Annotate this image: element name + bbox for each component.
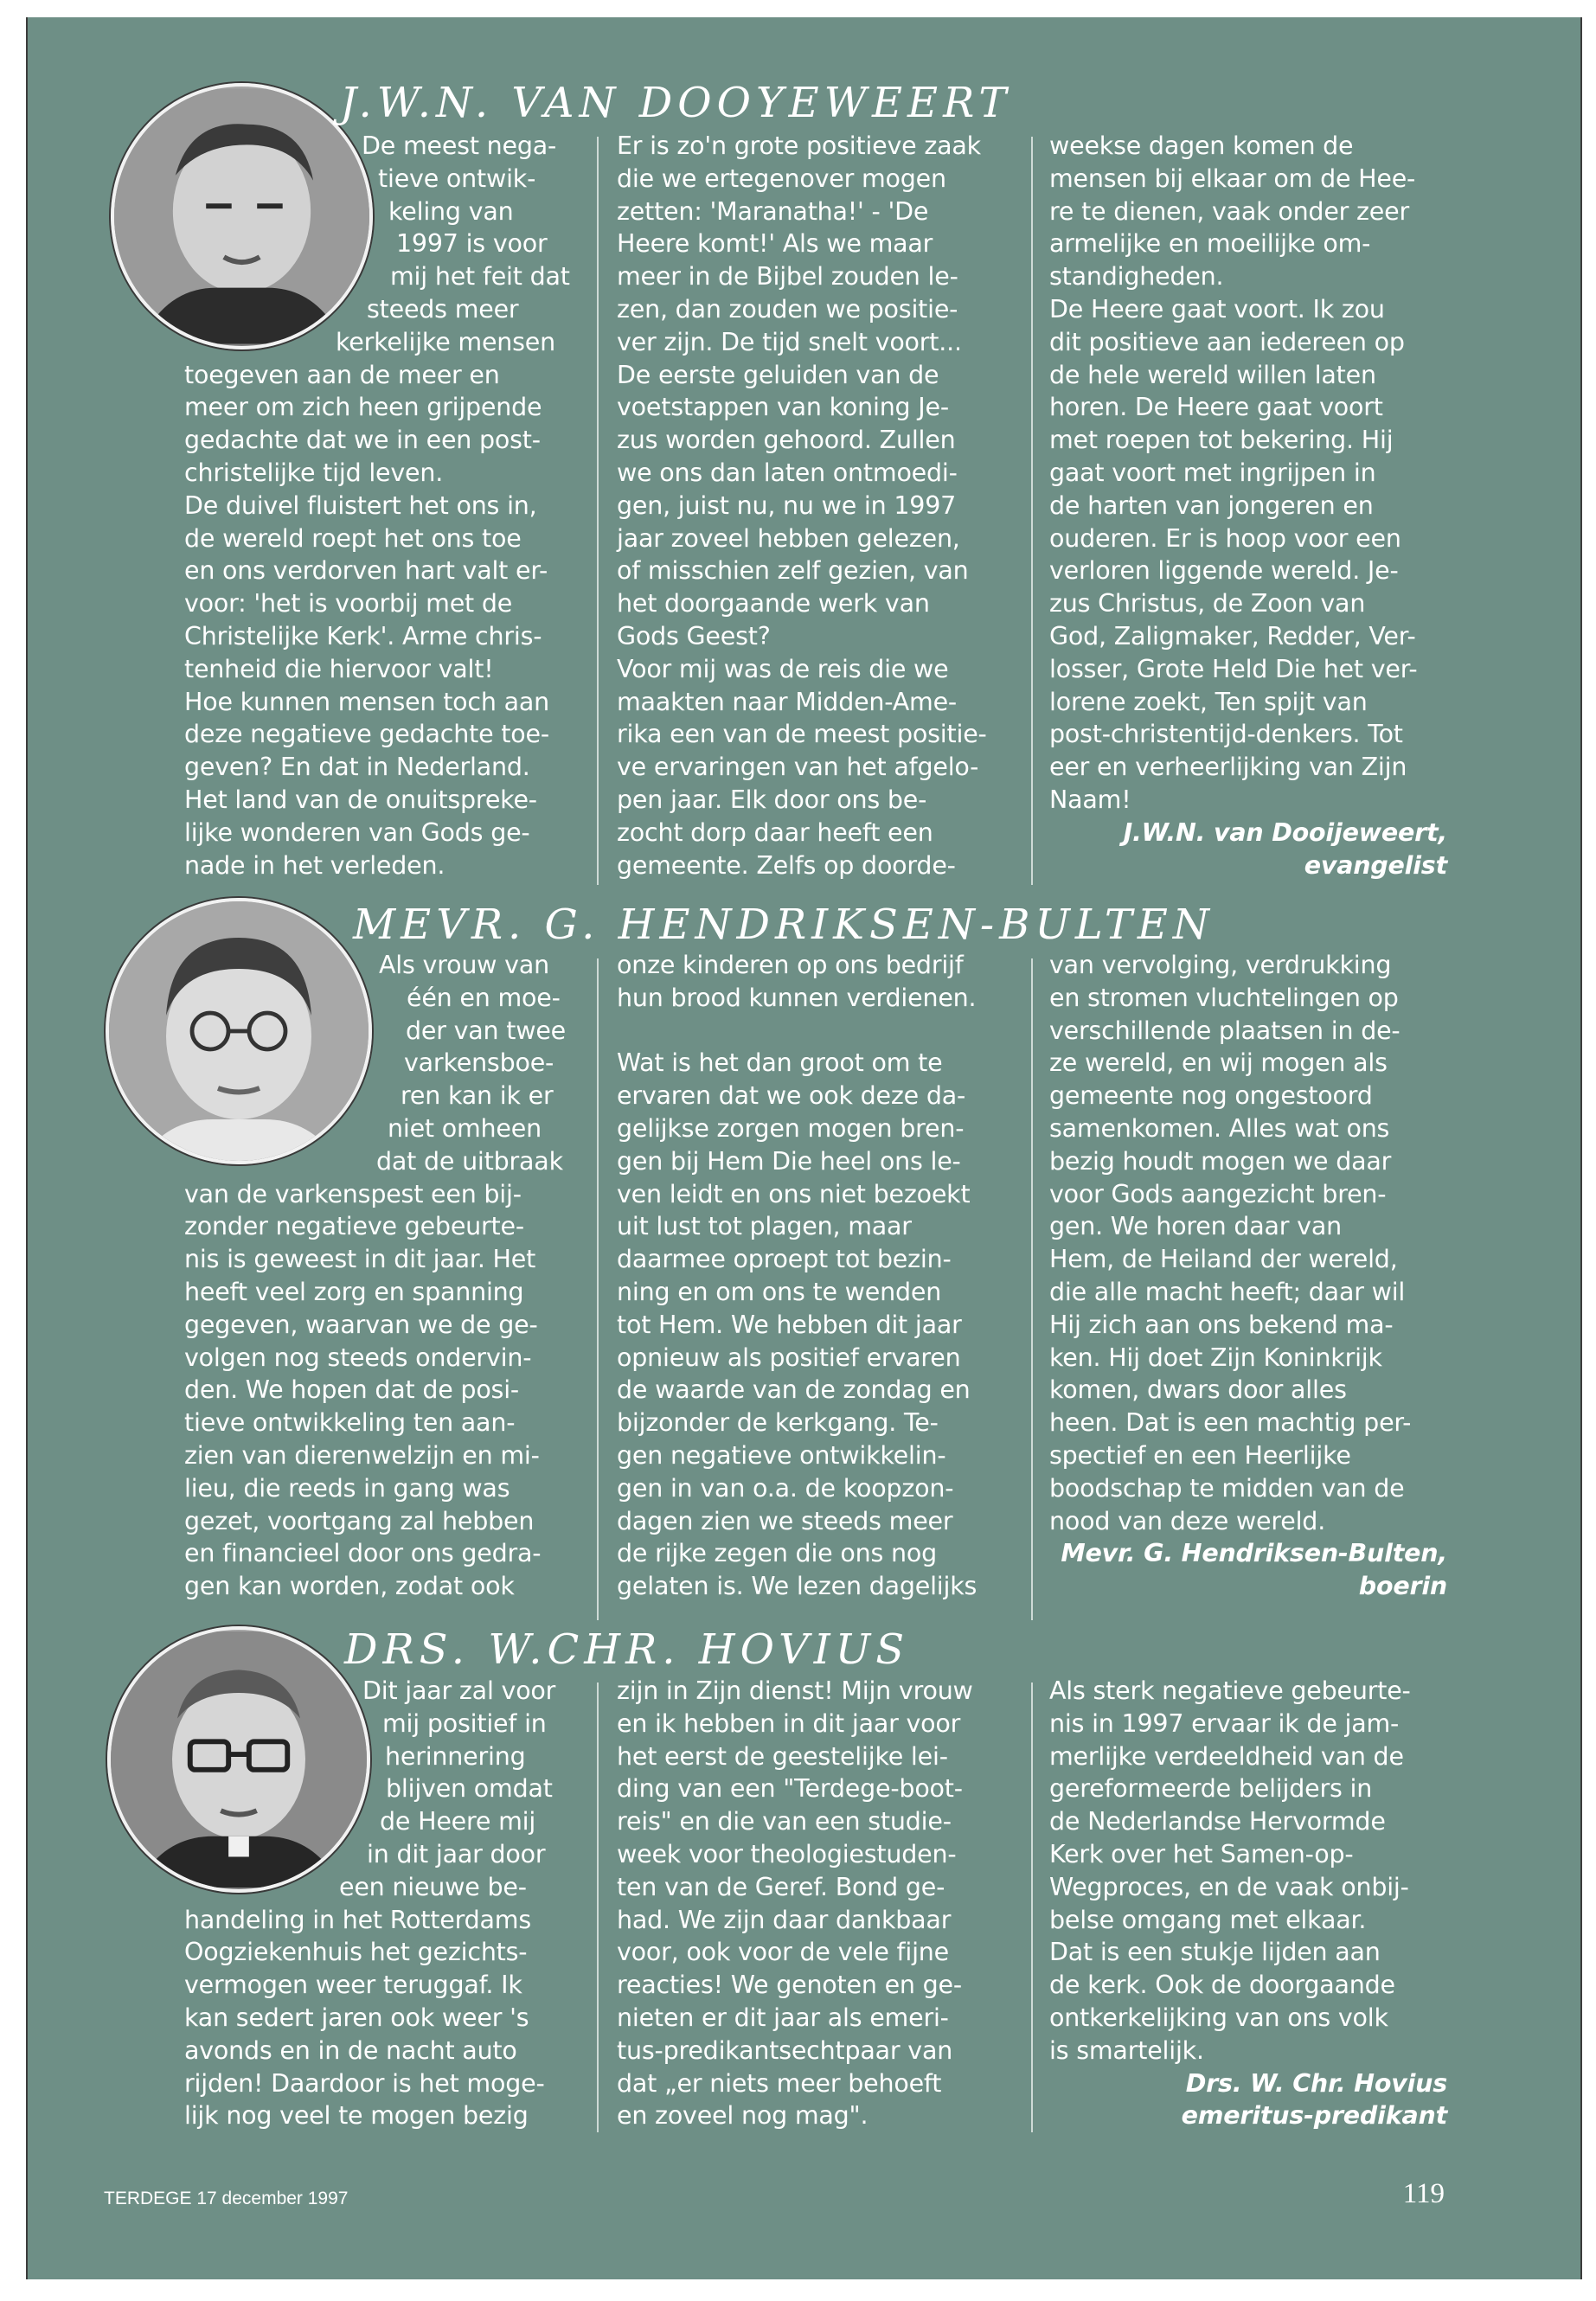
text-line: armelijke en moeilijke om- [1049, 229, 1371, 259]
column-2-hendriksen-bulten [617, 949, 1032, 1603]
text-line: rika een van de meest positie- [617, 720, 987, 749]
text-line: Gods Geest? [617, 621, 771, 651]
text-line: ontkerkelijking van ons volk [1049, 2003, 1388, 2032]
footer-magazine-issue: TERDEGE 17 december 1997 [104, 2189, 349, 2208]
text-line: zonder negatieve gebeurte- [184, 1212, 524, 1241]
text-line: de kerk. Ook de doorgaande [1049, 1971, 1395, 2000]
text-line: re te dienen, vaak onder zeer [1049, 196, 1409, 226]
text-line: een nieuwe be- [339, 1872, 527, 1901]
text-line: nade in het verleden. [184, 850, 445, 880]
signature-role: boerin [1358, 1572, 1447, 1601]
text-line: 1997 is voor [396, 229, 548, 259]
text-line: het doorgaande werk van [617, 589, 930, 619]
text-line: die we ertegenover mogen [617, 163, 946, 193]
text-line: blijven omdat [386, 1774, 553, 1804]
text-line: gen bij Hem Die heel ons le- [617, 1146, 961, 1176]
text-line: met roepen tot bekering. Hij [1049, 426, 1394, 455]
text-line: ver zijn. De tijd snelt voort... [617, 327, 962, 356]
text-line: daarmee oproept tot bezin- [617, 1245, 952, 1274]
text-line: boodschap te midden van de [1049, 1473, 1405, 1503]
text-line: de hele wereld willen laten [1049, 360, 1376, 389]
signature-name: J.W.N. van Dooijeweert, [1123, 817, 1447, 847]
text-line: dagen zien we steeds meer [617, 1506, 953, 1535]
text-line: dat de uitbraak [376, 1146, 563, 1176]
text-line: belse omgang met elkaar. [1049, 1905, 1367, 1934]
text-line: de harten van jongeren en [1049, 490, 1374, 520]
text-line: gegeven, waarvan we de ge- [184, 1310, 538, 1339]
text-line: het eerst de geestelijke lei- [617, 1741, 948, 1771]
text-line: mensen bij elkaar om de Hee- [1049, 163, 1416, 193]
text-line: Wat is het dan groot om te [617, 1048, 943, 1078]
text-line: gaat voort met ingrijpen in [1049, 458, 1376, 487]
text-line: reis" en die van een studie- [617, 1807, 952, 1836]
text-line: toegeven aan de meer en [184, 360, 500, 389]
text-line: gelaten is. We lezen dagelijks [617, 1572, 977, 1601]
text-line: tieve ontwik- [378, 163, 536, 193]
text-line: zocht dorp daar heeft een [617, 817, 933, 847]
column-divider [1031, 1682, 1033, 2132]
text-line: gen kan worden, zodat ook [184, 1572, 515, 1601]
text-line: mij positief in [382, 1708, 547, 1738]
text-line: mij het feit dat [390, 262, 570, 292]
text-line: maakten naar Midden-Ame- [617, 687, 958, 716]
text-line: Hij zich aan ons bekend ma- [1049, 1310, 1394, 1339]
text-line: horen. De Heere gaat voort [1049, 393, 1383, 422]
text-line: vermogen weer teruggaf. Ik [184, 1971, 522, 2000]
text-line: gen in van o.a. de koopzon- [617, 1473, 954, 1503]
text-line: en financieel door ons gedra- [184, 1539, 542, 1568]
text-line: weekse dagen komen de [1049, 131, 1354, 160]
text-line: Wegproces, en de vaak onbij- [1049, 1872, 1409, 1901]
text-line: gereformeerde belijders in [1049, 1774, 1373, 1804]
text-line: ze wereld, en wij mogen als [1049, 1048, 1388, 1078]
column-2-van-dooyeweert [617, 130, 1032, 881]
text-line: varkensboe- [404, 1048, 554, 1078]
text-line: Als sterk negatieve gebeurte- [1049, 1676, 1411, 1705]
text-line: gelijkse zorgen mogen bren- [617, 1113, 965, 1143]
column-2-hovius [617, 1675, 1032, 2132]
text-line: tenheid die hiervoor valt! [184, 654, 494, 683]
text-line: we ons dan laten ontmoedi- [617, 458, 958, 487]
text-line: spectief en een Heerlijke [1049, 1440, 1351, 1470]
text-line: is smartelijk. [1049, 2035, 1204, 2065]
text-line: deze negatieve gedachte toe- [184, 720, 549, 749]
signature-name: Drs. W. Chr. Hovius [1185, 2068, 1447, 2098]
text-line: avonds en in de nacht auto [184, 2035, 517, 2065]
text-line: Het land van de onuitspreke- [184, 785, 537, 814]
text-line: de waarde van de zondag en [617, 1375, 971, 1405]
text-line: gemeente. Zelfs op doorde- [617, 850, 956, 880]
text-line: Als vrouw van [379, 951, 549, 979]
text-line: lijk nog veel te mogen bezig [184, 2101, 529, 2131]
text-line: De eerste geluiden van de [617, 360, 939, 389]
text-line: ervaren dat we ook deze da- [617, 1081, 966, 1111]
column-3-van-dooyeweert [1049, 130, 1447, 881]
text-line: Hem, de Heiland der wereld, [1049, 1245, 1398, 1274]
signature-role: evangelist [1304, 850, 1447, 880]
text-line: Kerk over het Samen-op- [1049, 1839, 1354, 1868]
text-line: en ik hebben in dit jaar voor [617, 1708, 961, 1738]
column-divider [1031, 137, 1033, 885]
text-line: en ons verdorven hart valt er- [184, 556, 548, 586]
text-line: verloren liggende wereld. Je- [1049, 556, 1399, 586]
text-line: gezet, voortgang zal hebben [184, 1506, 535, 1535]
text-line: herinnering [385, 1741, 526, 1771]
column-divider [597, 137, 599, 885]
text-line: ve ervaringen van het afgelo- [617, 753, 979, 782]
text-line: ding van een "Terdege-boot- [617, 1774, 963, 1804]
text-line: steeds meer [367, 294, 519, 324]
text-line: jaar zoveel hebben gelezen, [617, 523, 960, 553]
text-line: nis is geweest in dit jaar. Het [184, 1245, 536, 1274]
paragraph-gap [617, 1015, 1032, 1048]
text-line: één en moe- [407, 983, 561, 1012]
text-line: ouderen. Er is hoop voor een [1049, 523, 1401, 553]
text-line: nood van deze wereld. [1049, 1506, 1326, 1535]
column-1-hovius [184, 1675, 582, 2132]
text-line: Dat is een stukje lijden aan [1049, 1938, 1381, 1967]
text-line: gedachte dat we in een post- [184, 426, 541, 455]
text-line: opnieuw als positief ervaren [617, 1343, 961, 1372]
text-line: die alle macht heeft; daar wil [1049, 1277, 1406, 1306]
text-line: uit lust tot plagen, maar [617, 1212, 912, 1241]
text-line: komen, dwars door alles [1049, 1375, 1347, 1405]
heading-hovius: DRS. W.CHR. HOVIUS [344, 1625, 910, 1674]
text-line: de Heere mij [380, 1807, 536, 1836]
text-line: De duivel fluistert het ons in, [184, 490, 537, 520]
heading-van-dooyeweert: J.W.N. VAN DOOYEWEERT [340, 79, 1012, 127]
text-line: eer en verheerlijking van Zijn [1049, 753, 1407, 782]
text-line: nis in 1997 ervaar ik de jam- [1049, 1708, 1400, 1738]
text-line: heen. Dat is een machtig per- [1049, 1408, 1412, 1438]
text-line: had. We zijn daar dankbaar [617, 1905, 952, 1934]
text-line: Dit jaar zal voor [362, 1676, 556, 1705]
text-line: zijn in Zijn dienst! Mijn vrouw [617, 1676, 973, 1705]
text-line: lieu, die reeds in gang was [184, 1473, 510, 1503]
text-line: rijden! Daardoor is het moge- [184, 2068, 545, 2098]
text-line: zus worden gehoord. Zullen [617, 426, 956, 455]
text-line: reacties! We genoten en ge- [617, 1971, 962, 2000]
text-line: van de varkenspest een bij- [184, 1179, 522, 1208]
text-line: tieve ontwikkeling ten aan- [184, 1408, 516, 1438]
text-line: lijke wonderen van Gods ge- [184, 817, 530, 847]
signature-name: Mevr. G. Hendriksen-Bulten, [1061, 1539, 1447, 1568]
text-line: en stromen vluchtelingen op [1049, 983, 1399, 1012]
text-line: ren kan ik er [401, 1081, 554, 1111]
text-line: meer om zich heen grijpende [184, 393, 542, 422]
heading-hendriksen-bulten: MEVR. G. HENDRIKSEN-BULTEN [353, 901, 1215, 949]
text-line: voor: 'het is voorbij met de [184, 589, 513, 619]
text-line: den. We hopen dat de posi- [184, 1375, 520, 1405]
text-line: nieten er dit jaar als emeri- [617, 2003, 949, 2032]
text-line: Christelijke Kerk'. Arme chris- [184, 621, 542, 651]
column-3-hendriksen-bulten [1049, 949, 1447, 1603]
signature-role: emeritus-predikant [1181, 2101, 1447, 2131]
text-line: voetstappen van koning Je- [617, 393, 949, 422]
text-line: niet omheen [388, 1113, 542, 1143]
text-line: dat „er niets meer behoeft [617, 2068, 942, 2098]
text-line: tot Hem. We hebben dit jaar [617, 1310, 962, 1339]
page-number: 119 [1402, 2178, 1445, 2209]
text-line: pen jaar. Elk door ons be- [617, 785, 927, 814]
text-line: gen. We horen daar van [1049, 1212, 1342, 1241]
text-line: of misschien zelf gezien, van [617, 556, 969, 586]
text-line: losser, Grote Held Die het ver- [1049, 654, 1418, 683]
column-divider [1031, 958, 1033, 1620]
text-line: lorene zoekt, Ten spijt van [1049, 687, 1368, 716]
text-line: ken. Hij doet Zijn Koninkrijk [1049, 1343, 1382, 1372]
text-line: bijzonder de kerkgang. Te- [617, 1408, 939, 1438]
text-line: zus Christus, de Zoon van [1049, 589, 1366, 619]
column-1-van-dooyeweert [184, 130, 582, 881]
text-line: voor Gods aangezicht bren- [1049, 1179, 1387, 1208]
column-divider [597, 958, 599, 1620]
text-line: de wereld roept het ons toe [184, 523, 522, 553]
text-line: in dit jaar door [367, 1839, 546, 1868]
text-line: zetten: 'Maranatha!' - 'De [617, 196, 929, 226]
text-line: en zoveel nog mag". [617, 2101, 869, 2131]
text-line: van vervolging, verdrukking [1049, 951, 1392, 979]
column-3-hovius [1049, 1675, 1447, 2132]
text-line: voor, ook voor de vele fijne [617, 1938, 949, 1967]
text-line: der van twee [406, 1016, 567, 1045]
text-line: ten van de Geref. Bond ge- [617, 1872, 945, 1901]
text-line: heeft veel zorg en spanning [184, 1277, 524, 1306]
column-1-hendriksen-bulten [184, 949, 582, 1603]
text-line: ven leidt en ons niet bezoekt [617, 1179, 971, 1208]
text-line: week voor theologiestuden- [617, 1839, 957, 1868]
text-line: Heere komt!' Als we maar [617, 229, 933, 259]
text-line: gen negatieve ontwikkelin- [617, 1440, 946, 1470]
text-line: hun brood kunnen verdienen. [617, 983, 977, 1012]
text-line: kerkelijke mensen [336, 327, 556, 356]
text-line: volgen nog steeds ondervin- [184, 1343, 532, 1372]
text-line: dit positieve aan iedereen op [1049, 327, 1405, 356]
text-line: de rijke zegen die ons nog [617, 1539, 937, 1568]
text-line: de Nederlandse Hervormde [1049, 1807, 1386, 1836]
column-divider [597, 1682, 599, 2132]
text-line: Oogziekenhuis het gezichts- [184, 1938, 528, 1967]
text-line: De meest nega- [362, 131, 557, 160]
text-line: keling van [388, 196, 514, 226]
text-line: Naam! [1049, 785, 1131, 814]
text-line: merlijke verdeeldheid van de [1049, 1741, 1404, 1771]
text-line: christelijke tijd leven. [184, 458, 444, 487]
text-line: handeling in het Rotterdams [184, 1905, 531, 1934]
text-line: ning en om ons te wenden [617, 1277, 942, 1306]
text-line: geven? En dat in Nederland. [184, 753, 530, 782]
text-line: Voor mij was de reis die we [617, 654, 949, 683]
text-line: Hoe kunnen mensen toch aan [184, 687, 549, 716]
text-line: Er is zo'n grote positieve zaak [617, 131, 981, 160]
text-line: post-christentijd-denkers. Tot [1049, 720, 1403, 749]
text-line: standigheden. [1049, 262, 1224, 292]
text-line: verschillende plaatsen in de- [1049, 1016, 1401, 1045]
text-line: tus-predikantsechtpaar van [617, 2035, 953, 2065]
text-line: meer in de Bijbel zouden le- [617, 262, 958, 292]
text-line: gemeente nog ongestoord [1049, 1081, 1373, 1111]
text-line: kan sedert jaren ook weer 's [184, 2003, 529, 2032]
text-line: gen, juist nu, nu we in 1997 [617, 490, 957, 520]
text-line: bezig houdt mogen we daar [1049, 1146, 1392, 1176]
text-line: zien van dierenwelzijn en mi- [184, 1440, 540, 1470]
text-line: De Heere gaat voort. Ik zou [1049, 294, 1385, 324]
text-line: onze kinderen op ons bedrijf [617, 951, 964, 979]
text-line: God, Zaligmaker, Redder, Ver- [1049, 621, 1416, 651]
text-line: zen, dan zouden we positie- [617, 294, 958, 324]
text-line: samenkomen. Alles wat ons [1049, 1113, 1390, 1143]
